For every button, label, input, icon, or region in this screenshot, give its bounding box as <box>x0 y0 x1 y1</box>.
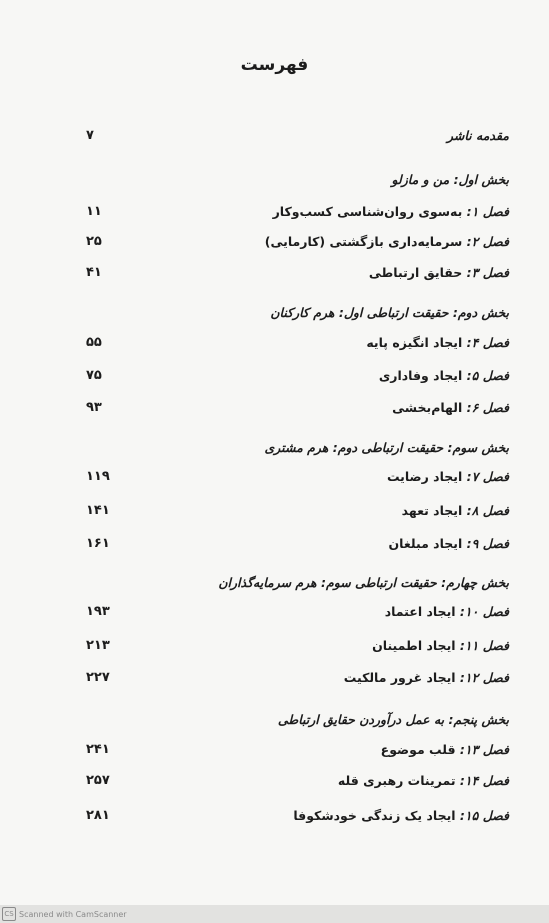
toc-chapter-row <box>0 804 549 828</box>
toc-chapter-row <box>0 331 549 355</box>
toc-chapter-row <box>0 465 549 489</box>
chapter-number: فصل ۳: <box>466 265 509 280</box>
chapter-page-number: ۱۶۱ <box>86 536 110 551</box>
camscanner-logo-icon: CS <box>2 907 16 921</box>
chapter-page-number: ۲۲۷ <box>86 670 110 685</box>
chapter-title: ایجاد اطمینان <box>372 638 456 653</box>
section-heading: بخش پنجم: به عمل درآوردن حقایق ارتباطی <box>277 712 509 727</box>
chapter-number: فصل ۱۳: <box>459 742 509 757</box>
chapter-page-number: ۱۴۱ <box>86 503 110 518</box>
toc-chapter-row <box>0 634 549 658</box>
chapter-page-number: ۵۵ <box>86 335 102 350</box>
section-heading: بخش سوم: حقیقت ارتباطی دوم: هرم مشتری <box>264 440 509 455</box>
toc-chapter-row <box>0 200 549 224</box>
chapter-title: قلب موضوع <box>380 742 456 757</box>
toc-chapter-row <box>0 600 549 624</box>
chapter-number: فصل ۱۱: <box>459 638 509 653</box>
chapter-entry <box>387 465 509 489</box>
chapter-number: فصل ۱۰: <box>459 604 509 619</box>
toc-chapter-row <box>0 532 549 556</box>
chapter-title: ایجاد تعهد <box>401 503 463 518</box>
toc-chapter-row <box>0 499 549 523</box>
section-heading: بخش اول: من و مازلو <box>391 172 509 187</box>
chapter-title: ایجاد یک زندگی خودشکوفا <box>293 808 456 823</box>
intro-label: مقدمه ناشر <box>447 128 509 143</box>
toc-chapter-row <box>0 261 549 285</box>
chapter-title: ایجاد انگیزه پایه <box>366 335 463 350</box>
chapter-entry <box>366 331 509 355</box>
chapter-entry <box>372 634 509 658</box>
chapter-number: فصل ۷: <box>466 469 509 484</box>
chapter-title: ایجاد اعتماد <box>384 604 456 619</box>
toc-chapter-row <box>0 230 549 254</box>
toc-intro-row <box>0 124 549 148</box>
chapter-page-number: ۲۵۷ <box>86 773 110 788</box>
scanner-watermark-text: Scanned with CamScanner <box>19 909 127 919</box>
chapter-number: فصل ۱۵: <box>459 808 509 823</box>
chapter-number: فصل ۱۲: <box>459 670 509 685</box>
chapter-page-number: ۲۴۱ <box>86 742 110 757</box>
chapter-title: ایجاد غرور مالکیت <box>343 670 456 685</box>
chapter-number: فصل ۸: <box>466 503 509 518</box>
chapter-entry <box>402 499 509 523</box>
chapter-number: فصل ۱۴: <box>459 773 509 788</box>
chapter-entry <box>273 200 509 224</box>
chapter-entry <box>385 600 509 624</box>
chapter-entry <box>338 769 509 793</box>
chapter-title: الهام‌بخشی <box>392 400 463 415</box>
chapter-title: ایجاد وفاداری <box>378 368 463 383</box>
chapter-page-number: ۲۵ <box>86 234 102 249</box>
chapter-page-number: ۲۱۳ <box>86 638 110 653</box>
chapter-entry <box>381 738 509 762</box>
chapter-page-number: ۱۹۳ <box>86 604 110 619</box>
chapter-title: ایجاد رضایت <box>386 469 463 484</box>
chapter-page-number: ۲۸۱ <box>86 808 110 823</box>
section-heading: بخش دوم: حقیقت ارتباطی اول: هرم کارکنان <box>270 305 509 320</box>
toc-chapter-row <box>0 666 549 690</box>
chapter-number: فصل ۲: <box>466 234 509 249</box>
chapter-page-number: ۱۱ <box>86 204 102 219</box>
intro-page-number: ۷ <box>86 128 94 143</box>
chapter-entry <box>265 230 509 254</box>
chapter-page-number: ۹۳ <box>86 400 102 415</box>
chapter-title: سرمایه‌داری بازگشتی (کارمایی) <box>264 234 463 249</box>
chapter-entry <box>369 261 509 285</box>
chapter-page-number: ۱۱۹ <box>86 469 110 484</box>
page-title: فهرست <box>240 55 309 75</box>
chapter-entry <box>388 532 509 556</box>
toc-chapter-row <box>0 769 549 793</box>
chapter-entry <box>293 804 509 828</box>
chapter-entry <box>344 666 509 690</box>
chapter-page-number: ۷۵ <box>86 368 102 383</box>
chapter-number: فصل ۵: <box>466 368 509 383</box>
chapter-number: فصل ۴: <box>466 335 509 350</box>
chapter-entry <box>392 396 509 420</box>
section-heading: بخش چهارم: حقیقت ارتباطی سوم: هرم سرمایه‌گذاران <box>218 575 509 590</box>
toc-chapter-row <box>0 396 549 420</box>
chapter-title: حقایق ارتباطی <box>368 265 463 280</box>
chapter-number: فصل ۹: <box>466 536 509 551</box>
scanner-watermark <box>2 907 127 921</box>
chapter-entry <box>379 364 509 388</box>
chapter-number: فصل ۶: <box>466 400 509 415</box>
chapter-title: به‌سوی روان‌شناسی کسب‌وکار <box>272 204 463 219</box>
toc-chapter-row <box>0 738 549 762</box>
chapter-number: فصل ۱: <box>466 204 509 219</box>
toc-chapter-row <box>0 364 549 388</box>
chapter-title: ایجاد مبلغان <box>388 536 463 551</box>
chapter-title: تمرینات رهبری قله <box>337 773 456 788</box>
chapter-page-number: ۴۱ <box>86 265 102 280</box>
